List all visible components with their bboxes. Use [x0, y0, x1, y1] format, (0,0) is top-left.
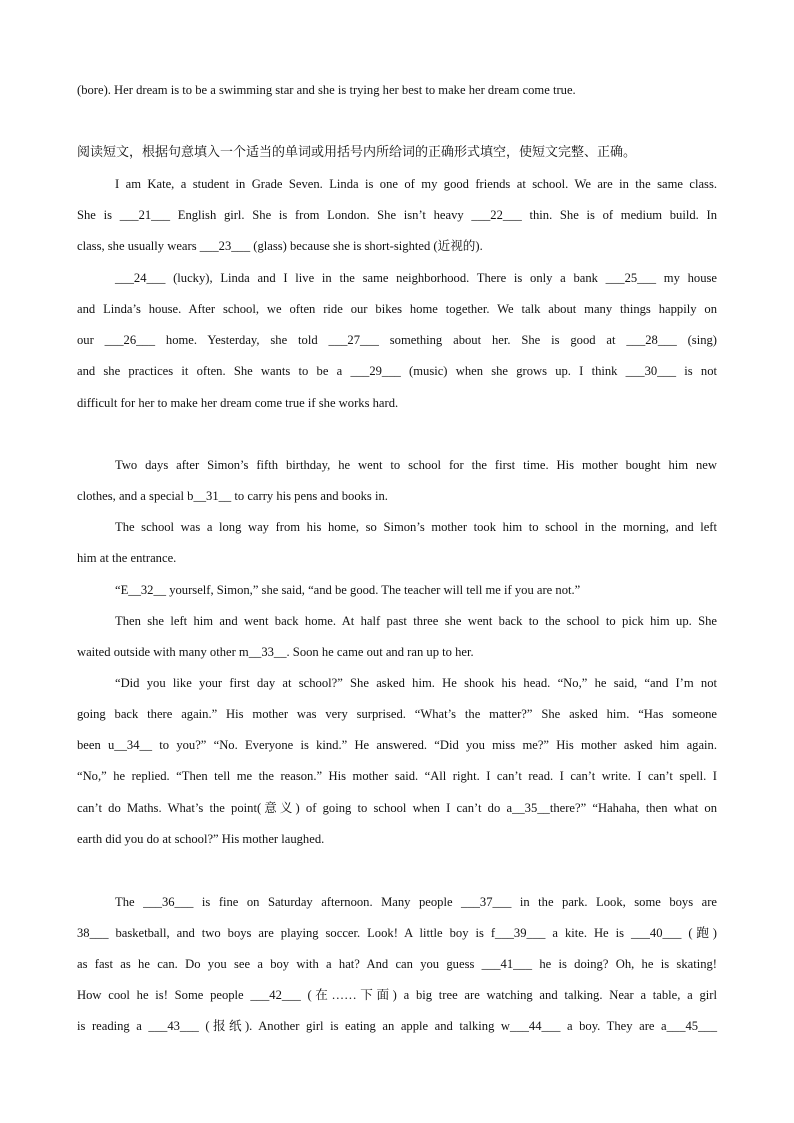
passage2-line: “No,” he replied. “Then tell me the reason.” His mother said. “All right. I can’t read. I can’t write. I can’t spell. I	[77, 769, 717, 783]
passage2-line: waited outside with many other m__33__. Soon he came out and ran up to her.	[77, 645, 474, 659]
passage-fragment: (bore). Her dream is to be a swimming star and she is trying her best to make her dream come true.	[77, 83, 576, 97]
passage2-line: “E__32__ yourself, Simon,” she said, “and be good. The teacher will tell me if you are not.”	[115, 583, 581, 597]
passage1-line: She is ___21___ English girl. She is from London. She isn’t heavy ___22___ thin. She is of medium build. In	[77, 208, 717, 222]
passage2-line: clothes, and a special b__31__ to carry his pens and books in.	[77, 489, 388, 503]
passage2-line: been u__34__ to you?” “No. Everyone is kind.” He answered. “Did you miss me?” His mother asked him again.	[77, 738, 717, 752]
passage3-line: as fast as he can. Do you see a boy with a hat? And can you guess ___41___ he is doing? Oh, he is skating!	[77, 957, 717, 971]
passage2-line: earth did you do at school?” His mother laughed.	[77, 832, 325, 846]
passage3-line: 38___ basketball, and two boys are playing soccer. Look! A little boy is f___39___ a kite. He is ___40___ (跑)	[77, 926, 717, 940]
passage3-line: The ___36___ is fine on Saturday afternoon. Many people ___37___ in the park. Look, some boys are	[115, 895, 717, 909]
passage1-line: and she practices it often. She wants to be a ___29___ (music) when she grows up. I think ___30___ is not	[77, 364, 717, 378]
passage2-line: The school was a long way from his home, so Simon’s mother took him to school in the morning, and left	[115, 520, 717, 534]
passage3-line: How cool he is! Some people ___42___ (在……下面) a big tree are watching and talking. Near a table, a girl	[77, 988, 717, 1002]
instruction-text: 阅读短文，根据句意填入一个适当的单词或用括号内所给词的正确形式填空，使短文完整、正确。	[77, 145, 637, 160]
passage3-line: is reading a ___43___ (报纸). Another girl is eating an apple and talking w___44___ a boy. They are a___45___	[77, 1019, 717, 1033]
passage1-line: I am Kate, a student in Grade Seven. Linda is one of my good friends at school. We are in the same class.	[115, 177, 717, 191]
passage2-line: “Did you like your first day at school?” She asked him. He shook his head. “No,” he said, “and I’m not	[115, 676, 717, 690]
passage1-line: and Linda’s house. After school, we often ride our bikes home together. We talk about many things happily on	[77, 302, 717, 316]
passage2-line: Two days after Simon’s fifth birthday, he went to school for the first time. His mother bought him new	[115, 458, 717, 472]
passage1-line: difficult for her to make her dream come true if she works hard.	[77, 396, 399, 410]
passage2-line: can’t do Maths. What’s the point(意义) of going to school when I can’t do a__35__there?” “Hahaha, then what on	[77, 801, 717, 815]
passage1-line: class, she usually wears ___23___ (glass) because she is short-sighted (近视的).	[77, 239, 483, 253]
passage2-line: going back there again.” His mother was very surprised. “What’s the matter?” She asked him. “Has someone	[77, 707, 717, 721]
passage2-line: him at the entrance.	[77, 551, 177, 565]
passage1-line: ___24___ (lucky), Linda and I live in the same neighborhood. There is only a bank ___25___ my house	[115, 271, 717, 285]
passage2-line: Then she left him and went back home. At half past three she went back to the school to pick him up. She	[115, 614, 717, 628]
passage1-line: our ___26___ home. Yesterday, she told ___27___ something about her. She is good at ___28___ (sing)	[77, 333, 717, 347]
